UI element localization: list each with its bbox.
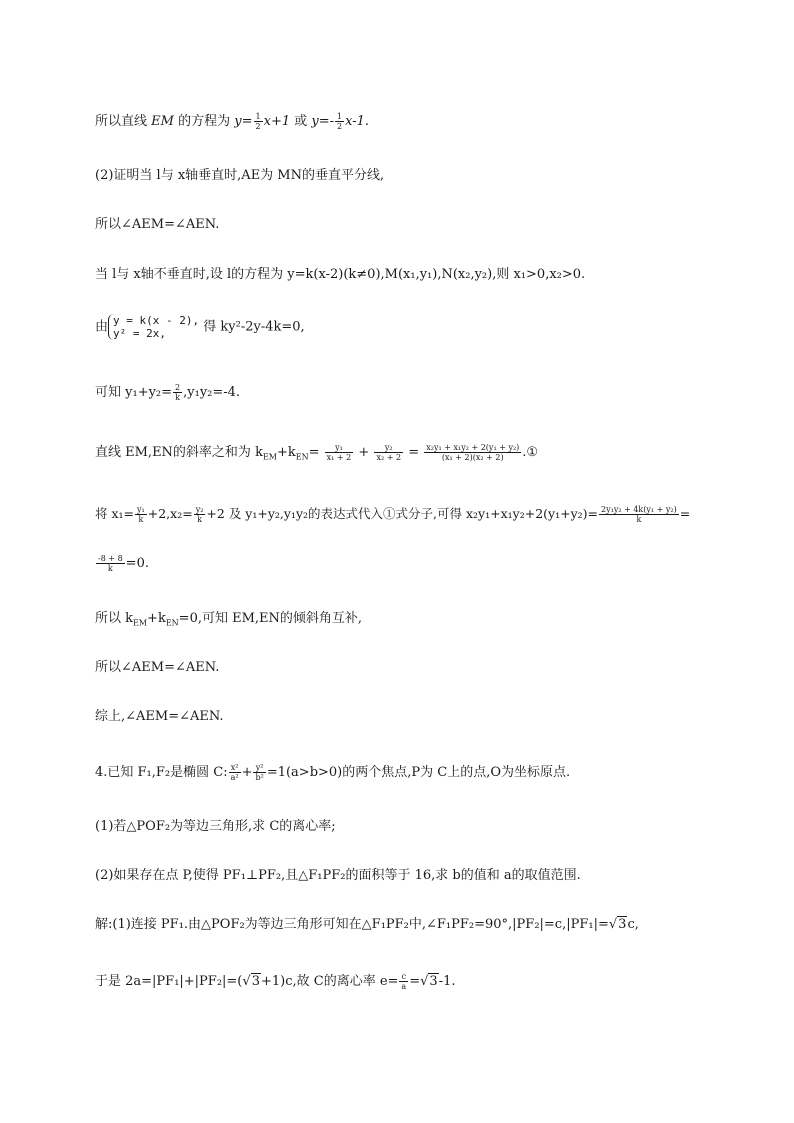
fraction (374, 443, 403, 462)
text: x-1. (345, 114, 370, 129)
fraction (599, 505, 679, 524)
text: +2 及 y₁+y₂,y₁y₂的表达式代入①式分子,可得 x₂y₁+x₁y₂+2(y₁+y₂)= (206, 506, 598, 521)
text: =0. (125, 556, 149, 571)
text: y₁ (325, 443, 354, 453)
fraction-half: $\frac{1}{2}$ (255, 112, 261, 131)
fraction: $\frac{\text{y₂}}{k}$ (195, 505, 204, 524)
text: 的方程为 (178, 114, 231, 129)
line-system (95, 314, 305, 340)
text: -8 + 8 (98, 554, 123, 563)
text: 可知 y₁+y₂= (95, 385, 173, 400)
text: y = k(x - 2), (113, 314, 200, 327)
text: (x₁ + 2)(x₂ + 2) (441, 453, 504, 462)
text: 4.已知 F₁,F₂是椭圆 C: (95, 765, 228, 780)
text: =1(a>b>0)的两个焦点,P为 C上的点,O为坐标原点. (266, 765, 571, 780)
text: ,y₁y₂=-4. (183, 385, 241, 400)
line-slope-zero: 所以 $k_{EM}+k_{EN}=0$,可知 EM,EN的倾斜角互补, (95, 611, 363, 628)
text: x₁ + 2 (326, 453, 352, 462)
line-vieta (95, 383, 240, 402)
fraction: $\frac{\text{y₁}}{k}$ (137, 505, 145, 524)
text: + (358, 445, 370, 460)
equation-system (108, 314, 199, 340)
text: 所以直线 (95, 114, 148, 129)
text: 所以 k (95, 611, 134, 626)
line-angle-equal-1: 所以∠AEM=∠AEN. (95, 217, 220, 232)
fraction: $\frac{\text{x²}}{\text{a²}}$ (230, 763, 239, 782)
line-substitute-result (95, 554, 149, 573)
text: k (107, 564, 113, 573)
text: 解:(1)连接 PF₁.由△POF₂为等边三角形可知在△F₁PF₂中,∠F₁PF₂=90°,|PF₂|=c,|PF₁|= (95, 917, 609, 932)
line-angle-equal-2: 所以∠AEM=∠AEN. (95, 660, 220, 675)
text: y² = 2x, (113, 327, 166, 340)
text: 由 (95, 319, 109, 335)
fraction (424, 443, 521, 462)
text: 2y₁y₂ + 4k(y₁ + y₂) (601, 505, 677, 514)
text: +2,x₂= (147, 506, 193, 521)
text: 将 x₁= (95, 506, 135, 521)
text: = (679, 506, 691, 521)
text: x+1 (263, 114, 291, 129)
line-solution-1: 解:(1)连接 PF₁.由△POF₂为等边三角形可知在△F₁PF₂中,∠F₁PF₂=90°,|PF₂|=c,|PF₁|=√3c, (95, 917, 639, 932)
text: x₂y₁ + x₁y₂ + 2(y₁ + y₂) (426, 443, 520, 452)
line-conclusion: 综上,∠AEM=∠AEN. (95, 709, 224, 724)
fraction: $\frac{c}{a}$ (401, 972, 407, 991)
line-solution-2: 于是 2a=|PF₁|+|PF₂|=(√3+1)c,故 C的离心率 e= $\frac{c}{a}$ =√3-1. (95, 972, 456, 991)
fraction (325, 443, 354, 462)
line-em-equation (95, 112, 369, 131)
text: k (636, 515, 642, 524)
text: = (408, 445, 420, 460)
text: c, (627, 917, 639, 932)
line-question-2: (2)如果存在点 P,使得 PF₁⊥PF₂,且△F₁PF₂的面积等于 16,求 b的值和 a的取值范围. (95, 868, 581, 883)
text: 或 (294, 114, 308, 129)
text: 直线 EM,EN的斜率之和为 k (95, 445, 263, 460)
fraction (96, 554, 125, 573)
text: -1. (438, 974, 456, 989)
text: = (308, 445, 320, 460)
fraction: $\frac{\text{y²}}{\text{b²}}$ (255, 763, 264, 782)
text: 于是 2a=|PF₁|+|PF₂|=( (95, 974, 243, 989)
text: .① (522, 445, 539, 460)
line-slope-sum: 直线 EM,EN的斜率之和为 $k_{EM}+k_{EN}=$ $\frac{\text{y₁}}{\text{x₁ + 2}}$ + $\frac{\text{y₂}}{\text{x₂ + 2}}$ = $\frac{\text{x₂y₁ + x₁y₂ + 2(y₁ + y₂)}}{\text{(x₁ + 2)(x₂ + 2)}}$ .① (95, 443, 539, 462)
text: y₂ (374, 443, 403, 453)
fraction-half: $\frac{1}{2}$ (337, 112, 343, 131)
text: EM (151, 114, 174, 129)
text: = (409, 974, 421, 989)
text: y= (234, 114, 253, 129)
text: =0,可知 EM,EN的倾斜角互补, (178, 611, 363, 626)
text: y=- (311, 114, 335, 129)
line-not-perpendicular: 当 l与 x轴不垂直时,设 l的方程为 y=k(x-2)(k≠0),M(x₁,y₁),N(x₂,y₂),则 x₁>0,x₂>0. (95, 267, 586, 282)
line-proof-part2: (2)证明当 l与 x轴垂直时,AE为 MN的垂直平分线, (95, 168, 385, 183)
line-problem-4: 4.已知 F₁,F₂是椭圆 C: $\frac{\text{x²}}{\text{a²}}$ + $\frac{\text{y²}}{\text{b²}}$ =1(a>b>0)的两个焦点,P为 C上的点,O为坐标原点. (95, 763, 571, 782)
fraction-2-over-k: $\frac{2}{k}$ (175, 383, 181, 402)
line-substitute (95, 505, 690, 524)
text: 得 ky²-2y-4k=0, (203, 319, 305, 335)
text: +1)c,故 C的离心率 e= (260, 974, 399, 989)
text: x₂ + 2 (376, 453, 402, 462)
line-question-1: (1)若△POF₂为等边三角形,求 C的离心率; (95, 819, 336, 834)
